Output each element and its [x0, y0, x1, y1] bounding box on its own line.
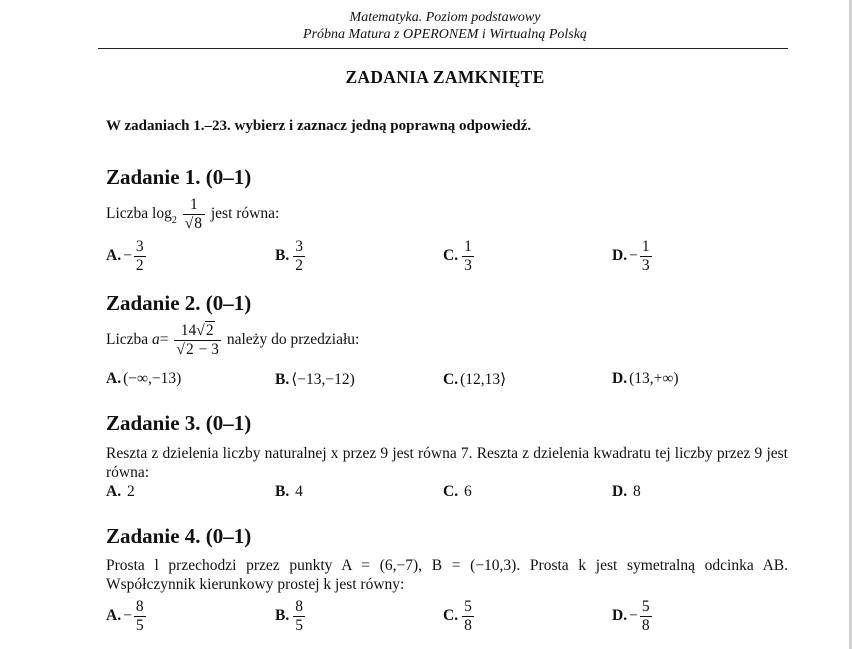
header-exam-name: Próbna Matura z OPERONEM i Wirtualną Polską — [303, 27, 587, 42]
task-2-answer-d[interactable]: D. (13,+∞) — [612, 370, 679, 387]
task-1-prefix: Liczba log — [106, 205, 172, 223]
task-1-question — [106, 196, 279, 233]
task-3-answer-b[interactable]: B. 4 — [275, 483, 303, 500]
task-2-frac-num: 14√2 — [180, 322, 214, 339]
task-4-answer-d[interactable]: D. − $\frac{5}{8}$ — [612, 598, 650, 634]
task-1-fraction — [183, 196, 205, 233]
task-4-answer-c[interactable]: C. $\frac{5}{8}$ — [443, 598, 472, 634]
task-2-prefix: Liczba — [106, 331, 149, 349]
task-1-frac-den: √8 — [183, 214, 205, 233]
header-subject: Matematyka. Poziom podstawowy — [349, 10, 541, 25]
task-1-answer-c[interactable]: C. $\frac{1}{3}$ — [443, 238, 472, 274]
section-title: ZADANIA ZAMKNIĘTE — [345, 67, 545, 87]
task-3-answer-c[interactable]: C. 6 — [443, 483, 472, 500]
task-2-fraction — [174, 322, 221, 359]
task-1-answer-d[interactable]: D. − $\frac{1}{3}$ — [612, 238, 650, 274]
task-1-answer-a[interactable]: A. − $\frac{3}{2}$ — [106, 238, 144, 274]
header-divider — [98, 48, 788, 49]
task-2-title: Zadanie 2. (0–1) — [106, 291, 252, 315]
task-3-answer-a[interactable]: A. 2 — [106, 483, 135, 500]
task-2-suffix: należy do przedziału: — [226, 331, 360, 349]
task-1-title: Zadanie 1. (0–1) — [106, 165, 252, 189]
task-2-answer-a[interactable]: A. (−∞,−13) — [106, 370, 182, 387]
task-2-frac-den: √2 − 3 — [176, 341, 219, 358]
task-3-question: Reszta z dzielenia liczby naturalnej x przez 9 jest równa 7. Reszta z dzielenia kwadratu tej liczby przez 9 jest równa: — [106, 445, 788, 481]
task-4-answer-b[interactable]: B. $\frac{8}{5}$ — [275, 598, 303, 634]
task-2-answer-c[interactable]: C. (12,13⟩ — [443, 371, 507, 388]
task-1-answer-b[interactable]: B. $\frac{3}{2}$ — [275, 238, 303, 274]
task-2-question — [106, 322, 359, 359]
task-3-answer-d[interactable]: D. 8 — [612, 483, 641, 500]
task-2-eq: = — [159, 331, 169, 349]
instruction: W zadaniach 1.–23. wybierz i zaznacz jedną poprawną odpowiedź. — [106, 118, 532, 134]
task-4-question: Prosta l przechodzi przez punkty A = (6,−7), B = (−10,3). Prosta k jest symetralną odcinka AB. Współczynnik kierunkowy prostej k jest równy: — [106, 557, 788, 593]
task-3-title: Zadanie 3. (0–1) — [106, 411, 252, 435]
task-4-title: Zadanie 4. (0–1) — [106, 524, 252, 548]
task-2-answer-b[interactable]: B. ⟨−13,−12) — [275, 371, 355, 388]
task-1-frac-num: 1 — [189, 196, 198, 213]
task-1-suffix: jest równa: — [210, 205, 280, 223]
task-4-answer-a[interactable]: A. − $\frac{8}{5}$ — [106, 598, 144, 634]
task-1-log-base: 2 — [171, 215, 177, 227]
task-2-var: a — [152, 331, 160, 349]
task-1-radicand: 8 — [194, 215, 202, 232]
